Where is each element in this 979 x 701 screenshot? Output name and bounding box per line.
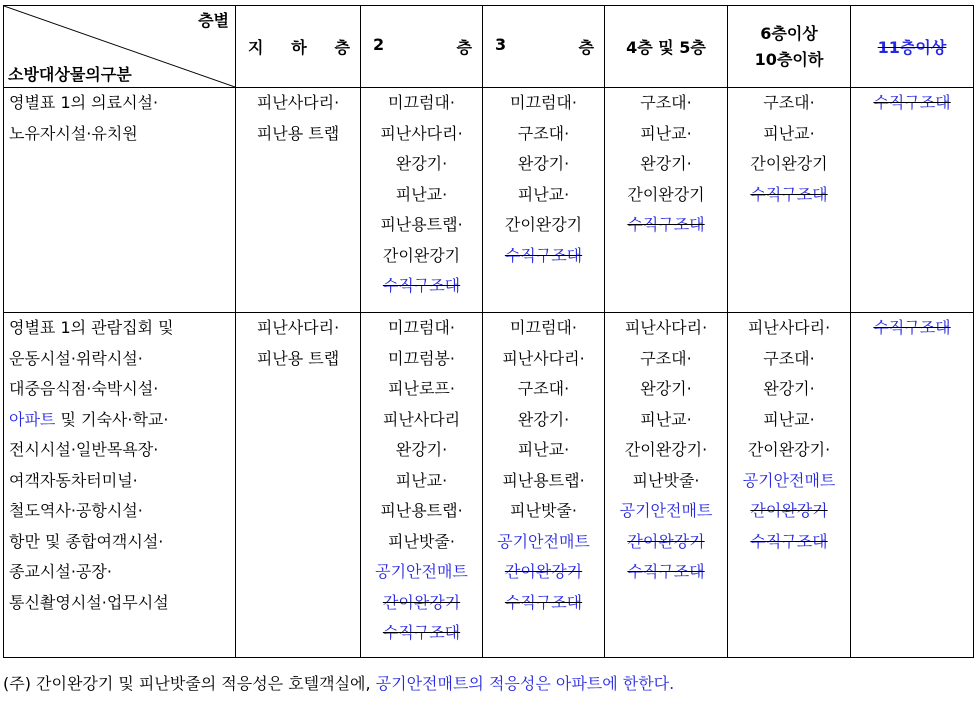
equipment-item: 피난사다리·	[502, 348, 585, 368]
equipment-item: 완강기·	[763, 379, 815, 398]
header-label: 6층이상	[760, 23, 818, 43]
deleted-item: 수직구조대	[627, 562, 705, 581]
floor45-cell	[605, 88, 728, 313]
equipment-item: 피난교·	[395, 470, 448, 490]
equipment-item: 구조대·	[517, 379, 570, 398]
equipment-item: 구조대·	[763, 93, 815, 112]
floor11-cell	[851, 313, 974, 658]
equipment-item: 피난용트랩·	[380, 215, 463, 234]
header-char: 지	[248, 38, 264, 57]
header-char: 층	[578, 38, 594, 57]
added-item: 공기안전매트	[742, 470, 836, 490]
header-char: 3	[495, 35, 507, 54]
category-cell	[4, 88, 236, 313]
evacuation-equipment-table	[3, 5, 974, 658]
equipment-item: 구조대·	[640, 93, 692, 112]
footnote-text: (주) 간이완강기 및 피난밧줄의 적응성은 호텔객실에,	[3, 674, 376, 693]
equipment-item: 간이완강기	[382, 245, 461, 265]
header-char: 층	[334, 38, 350, 57]
equipment-item: 구조대·	[517, 123, 570, 143]
col-floor6-10	[728, 6, 851, 88]
apartment-highlight: 아파트	[9, 409, 56, 429]
col-floor11	[851, 6, 974, 88]
equipment-item: 완강기·	[517, 409, 570, 429]
col-floor2	[361, 6, 483, 88]
floor3-cell	[483, 313, 605, 658]
deleted-item: 수직구조대	[873, 318, 951, 337]
deleted-item: 수직구조대	[627, 215, 705, 234]
floor6-cell	[728, 313, 851, 658]
equipment-item: 피난교·	[517, 184, 570, 204]
deleted-item: 수직구조대	[504, 592, 583, 612]
equipment-item: 피난사다리·	[624, 318, 708, 337]
equipment-item: 피난용트랩·	[502, 470, 585, 490]
deleted-item: 수직구조대	[504, 245, 583, 265]
equipment-item: 미끄럼대·	[510, 93, 577, 112]
deleted-item: 간이완강기	[750, 501, 828, 520]
equipment-item: 피난용 트랩	[256, 123, 340, 143]
equipment-item: 구조대·	[640, 348, 692, 368]
equipment-item: 구조대·	[763, 348, 815, 368]
equipment-item: 간이완강기·	[624, 440, 708, 459]
equipment-item: 피난밧줄·	[632, 470, 700, 490]
deleted-item: 간이완강기	[382, 592, 461, 612]
header-char: 하	[291, 38, 307, 57]
category-text: 및 기숙사·학교·	[55, 409, 169, 429]
floor-label: 층별	[198, 11, 229, 30]
floor3-cell	[483, 88, 605, 313]
basement-cell	[236, 313, 361, 658]
floor11-cell	[851, 88, 974, 313]
table-row	[4, 88, 974, 313]
equipment-item: 완강기·	[395, 154, 448, 173]
header-row	[4, 6, 974, 88]
header-char: 층	[456, 38, 472, 57]
equipment-item: 피난사다리·	[256, 93, 340, 112]
equipment-item: 피난용 트랩	[256, 348, 340, 368]
footnote-highlight: 공기안전매트의 적응성은 아파트에 한한다.	[375, 674, 675, 693]
header-char: 2	[373, 35, 385, 54]
category-line: 영별표 1의 의료시설·	[9, 93, 159, 112]
equipment-item: 완강기·	[640, 154, 692, 173]
equipment-item: 미끄럼대·	[388, 93, 455, 112]
added-item: 공기안전매트	[375, 562, 468, 581]
category-line: 여객자동차터미널·	[9, 470, 138, 490]
category-line: 철도역사·공항시설·	[9, 501, 143, 520]
header-label-struck: 11층이상	[877, 38, 947, 57]
added-item: 공기안전매트	[619, 501, 713, 520]
equipment-item: 피난사다리·	[747, 318, 831, 337]
equipment-item: 간이완강기	[504, 215, 583, 234]
deleted-item: 수직구조대	[873, 93, 951, 112]
floor6-cell	[728, 88, 851, 313]
equipment-item: 피난교·	[395, 184, 448, 204]
category-line: 통신촬영시설·업무시설	[9, 592, 169, 612]
equipment-item: 피난사다리	[382, 409, 461, 429]
category-line	[9, 405, 235, 436]
deleted-item: 수직구조대	[750, 184, 828, 204]
equipment-item: 피난사다리·	[256, 318, 340, 337]
category-line: 대중음식점·숙박시설·	[9, 379, 159, 398]
equipment-item: 간이완강기	[750, 154, 828, 173]
equipment-item: 미끄럼봉·	[388, 348, 455, 368]
col-floor45	[605, 6, 728, 88]
added-item: 공기안전매트	[497, 531, 590, 551]
category-line: 항만 및 종합여객시설·	[9, 531, 164, 551]
deleted-item: 간이완강기	[504, 562, 583, 581]
category-line: 운동시설·위락시설·	[9, 348, 143, 368]
equipment-item: 완강기·	[517, 154, 570, 173]
equipment-item: 피난밧줄·	[510, 501, 577, 520]
equipment-item: 피난로프·	[388, 379, 455, 398]
floor45-cell	[605, 313, 728, 658]
equipment-item: 피난교·	[517, 440, 570, 459]
equipment-item: 피난교·	[763, 123, 815, 143]
category-cell	[4, 313, 236, 658]
deleted-item: 간이완강기	[627, 531, 705, 551]
header-label: 10층이하	[754, 49, 824, 69]
equipment-item: 피난용트랩·	[380, 501, 463, 520]
deleted-item: 수직구조대	[382, 623, 461, 642]
equipment-item: 완강기·	[395, 440, 448, 459]
floor2-cell	[361, 88, 483, 313]
equipment-item: 간이완강기·	[747, 440, 831, 459]
category-line: 영별표 1의 관람집회 및	[9, 318, 174, 337]
footnote	[3, 671, 674, 694]
deleted-item: 수직구조대	[750, 531, 828, 551]
category-line: 노유자시설·유치원	[9, 123, 138, 143]
equipment-item: 피난교·	[640, 409, 692, 429]
equipment-item: 피난교·	[763, 409, 815, 429]
floor2-cell	[361, 313, 483, 658]
deleted-item: 수직구조대	[382, 276, 461, 295]
header-label: 4층 및 5층	[626, 38, 706, 57]
equipment-item: 미끄럼대·	[510, 318, 577, 337]
equipment-item: 피난밧줄·	[388, 531, 455, 551]
col-floor3	[483, 6, 605, 88]
category-label: 소방대상물의구분	[8, 65, 132, 84]
category-line: 전시시설·일반목욕장·	[9, 440, 159, 459]
equipment-item: 피난사다리·	[380, 123, 463, 143]
category-line: 종교시설·공장·	[9, 562, 112, 581]
equipment-item: 간이완강기	[627, 184, 705, 204]
basement-cell	[236, 88, 361, 313]
equipment-item: 미끄럼대·	[388, 318, 455, 337]
equipment-item: 완강기·	[640, 379, 692, 398]
col-basement	[236, 6, 361, 88]
corner-header-cell	[4, 6, 236, 88]
table-row	[4, 313, 974, 658]
equipment-item: 피난교·	[640, 123, 692, 143]
